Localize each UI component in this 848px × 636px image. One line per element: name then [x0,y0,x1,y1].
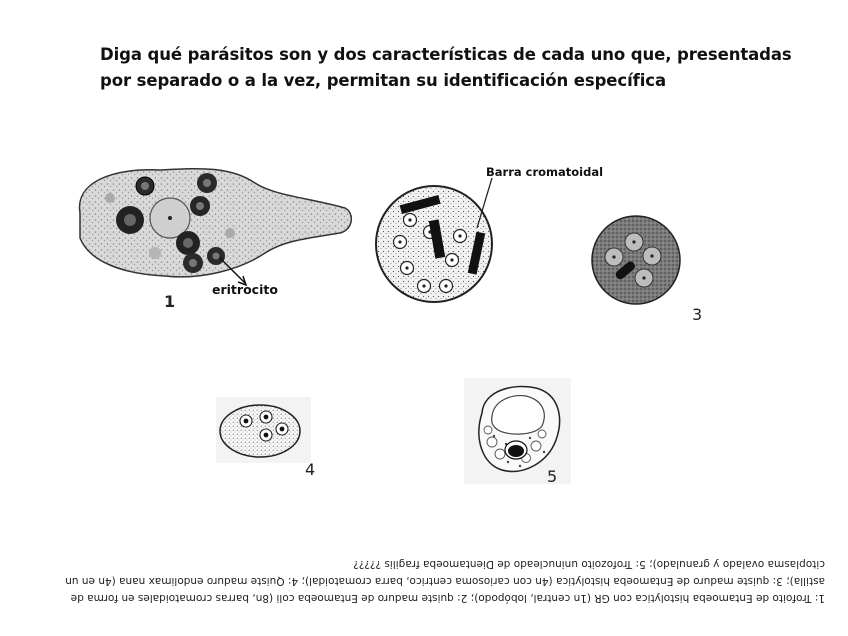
figure-2-cyst [372,160,507,305]
figure-3-cyst [588,212,684,308]
figure-4-number: 4 [305,460,316,479]
question-line-1: Diga qué parásitos son y dos características de cada uno que, presentadas [100,45,792,64]
figure-1-trophozoite [70,158,360,288]
answer-line-1: 1: Trofoito de Entamoeba histolytica con GR (1n central, lobópodo); 2: quiste maduro de Entamoeba coli (8n, barras cromatoidales en forma de [70,592,825,604]
figure-1-number: 1 [164,292,176,311]
chromatoid-bar-label: Barra cromatoidal [486,165,604,179]
question-line-2: por separado o a la vez, permitan su identificación específica [100,71,666,90]
figure-3-number: 3 [692,305,703,324]
upside-down-answer [55,555,825,606]
erythrocyte-label: eritrocito [212,282,278,297]
answer-line-3: citoplasma ovalado y granulado); 5: Trofozoito uninucleado de Dientamoeba fragilis ????? [353,558,825,570]
figure-5-number: 5 [547,467,558,486]
question-title [100,42,800,94]
figure-4-cyst [216,397,311,463]
answer-line-2: astilla); 3: quiste maduro de Entamoeba histolytica (4n con cariosoma centrico, barra cromatoidal); 4: Quiste maduro endolimax nana (4n en un [65,575,825,587]
